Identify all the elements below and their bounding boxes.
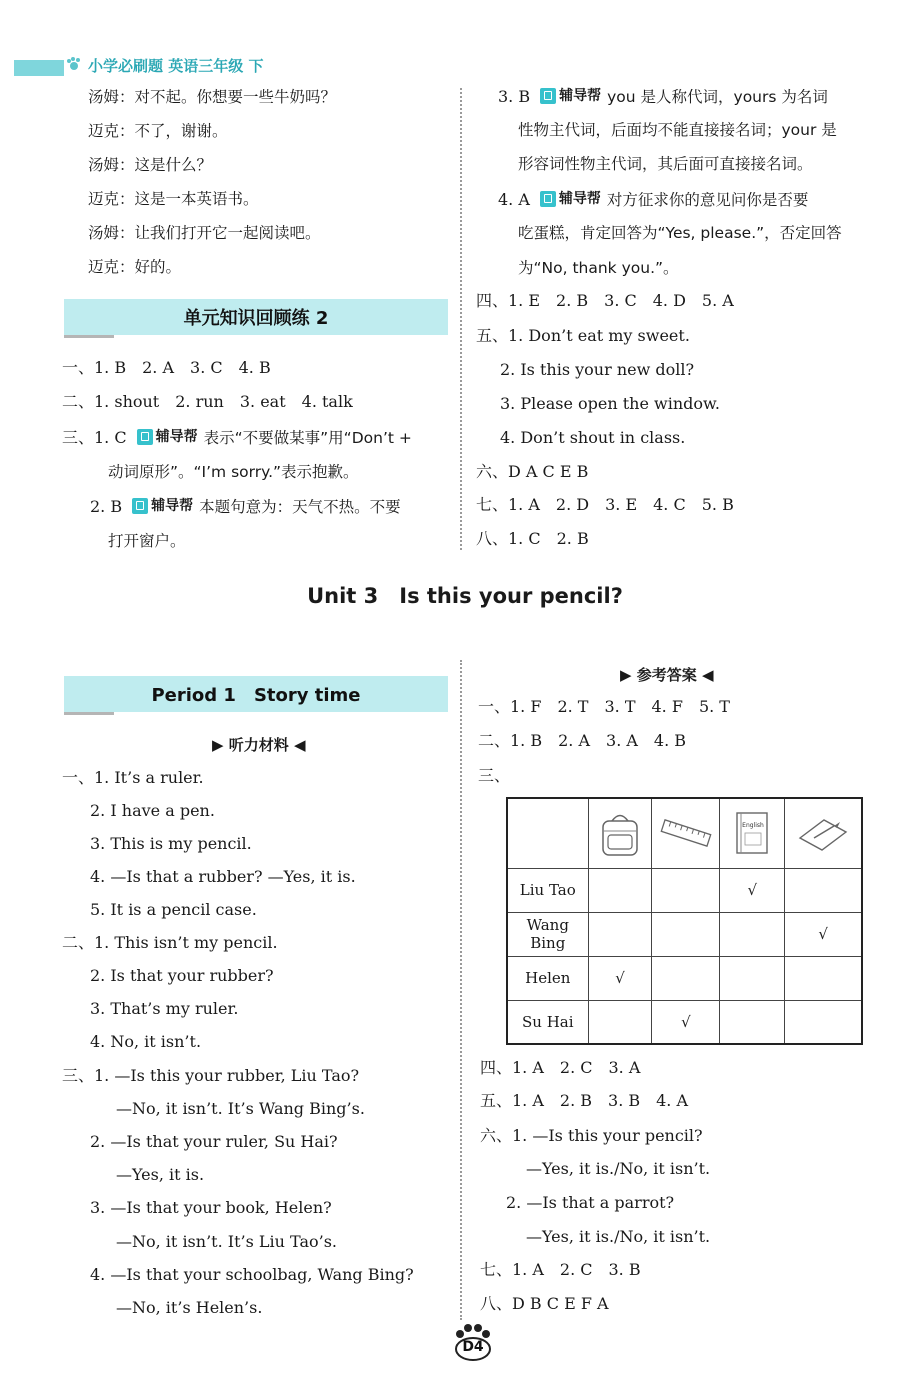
listening-line: 3. That’s my ruler. [90,999,239,1018]
answer-line: —Yes, it is./No, it isn’t. [526,1227,711,1246]
explanation-text: 性物主代词，后面均不能直接接名词；your 是 [518,121,837,139]
listening-line: 5. It is a pencil case. [90,900,257,919]
book-picture [720,798,785,868]
listening-line: 4. —Is that a rubber? —Yes, it is. [90,867,356,886]
answer-prefix: 4. A [498,190,530,209]
header-accent-bar [14,60,64,76]
tick-cell [785,1000,862,1044]
tick-cell [588,868,652,912]
paw-icon [66,56,82,72]
dialogue-line: 汤姆：这是什么？ [88,156,213,174]
table-corner [507,798,588,868]
listening-line: 4. No, it isn’t. [90,1032,202,1051]
explanation-text: 动词原形”。“I’m sorry.”表示抱歉。 [108,463,359,481]
answer-line: 五、1. A 2. B 3. B 4. A [480,1091,689,1110]
book-icon [540,191,556,207]
student-name: Liu Tao [507,868,588,912]
pencil-case-picture [785,798,862,868]
helper-badge [540,85,601,107]
helper-badge [540,188,601,210]
unit-title: Unit 3 Is this your pencil? [307,584,623,608]
heading-underline [64,335,114,338]
helper-label: 辅导帮 [155,429,198,445]
listening-line: 3. —Is that your book, Helen? [90,1198,332,1217]
book-icon [728,807,776,859]
answer-line: 七、1. A 2. C 3. B [480,1260,641,1279]
answer-line: 六、1. —Is this your pencil? [480,1126,703,1145]
explanation-text: 打开窗户。 [108,532,186,550]
dialogue-line: 汤姆：让我们打开它一起阅读吧。 [88,224,321,242]
column-divider-top [460,88,462,550]
answer-line: 八、D B C E F A [480,1294,609,1313]
tick-cell [652,956,720,1000]
schoolbag-picture [588,798,652,868]
period-heading: Period 1 Story time [64,676,448,712]
listening-line: 2. —Is that your ruler, Su Hai? [90,1132,338,1151]
explanation-text: 本题句意为：天气不热。不要 [199,498,401,516]
answer-line: 4. Don’t shout in class. [500,428,686,447]
answer-line: 一、1. F 2. T 3. T 4. F 5. T [478,697,730,716]
page-number: D4 [462,1339,484,1355]
tick-cell [720,1000,785,1044]
answer-line [62,426,412,449]
answer-line: 八、1. C 2. B [476,529,589,548]
tick-cell [652,868,720,912]
ruler-picture [652,798,720,868]
explanation-text: 吃蛋糕，肯定回答为“Yes, please.”，否定回答 [518,224,842,242]
listening-line: —No, it’s Helen’s. [116,1298,263,1317]
tick-cell [720,956,785,1000]
answer-line: 四、1. E 2. B 3. C 4. D 5. A [476,291,734,310]
helper-label: 辅导帮 [558,191,601,207]
answer-line [498,188,808,211]
tick-cell [588,912,652,956]
book-icon [132,498,148,514]
answer-line: 2. Is this your new doll? [500,360,695,379]
book-cover-word: English [742,822,765,830]
listening-line: 4. —Is that your schoolbag, Wang Bing? [90,1265,414,1284]
dialogue-line: 迈克：不了，谢谢。 [88,122,228,140]
book-icon [137,429,153,445]
tick-cell: √ [720,868,785,912]
schoolbag-icon [595,807,645,859]
tick-cell: √ [785,912,862,956]
dialogue-line: 迈克：这是一本英语书。 [88,190,259,208]
ruler-icon [659,813,713,853]
tick-cell [588,1000,652,1044]
student-name: Su Hai [507,1000,588,1044]
listening-line: 2. I have a pen. [90,801,215,820]
answer-line: —Yes, it is./No, it isn’t. [526,1159,711,1178]
tick-cell [785,956,862,1000]
answer-line: 2. —Is that a parrot? [506,1193,675,1212]
student-name: Helen [507,956,588,1000]
listening-heading: ▶ 听力材料 ◀ [212,736,306,754]
tick-cell [720,912,785,956]
answer-line [498,85,828,108]
helper-badge [137,426,198,448]
helper-badge [132,495,193,517]
listening-line: —No, it isn’t. It’s Liu Tao’s. [116,1232,338,1251]
answer-line: 二、1. shout 2. run 3. eat 4. talk [62,392,353,411]
helper-label: 辅导帮 [559,88,602,104]
answer-line: 三、 [478,766,511,785]
tick-cell: √ [652,1000,720,1044]
answer-line: 六、D A C E B [476,462,589,481]
explanation-text: 表示“不要做某事”用“Don’t + [203,429,412,447]
answers-heading: ▶ 参考答案 ◀ [620,666,714,684]
tick-cell [652,912,720,956]
student-name: Wang Bing [507,912,588,956]
answer-line: 五、1. Don’t eat my sweet. [476,326,690,345]
book-header-title: 小学必刷题 英语三年级 下 [88,57,264,75]
helper-label: 辅导帮 [151,498,194,514]
listening-line: 一、1. It’s a ruler. [62,768,204,787]
listening-line: —No, it isn’t. It’s Wang Bing’s. [116,1099,365,1118]
explanation-text: you 是人称代词，yours 为名词 [607,88,828,106]
listening-line: 3. This is my pencil. [90,834,252,853]
listening-line: 三、1. —Is this your rubber, Liu Tao? [62,1066,360,1085]
pencil-case-icon [794,808,852,858]
answer-prefix: 3. B [498,87,531,106]
explanation-text: 形容词性物主代词，其后面可直接接名词。 [518,155,813,173]
dialogue-line: 汤姆：对不起。你想要一些牛奶吗？ [88,88,337,106]
answer-line: 3. Please open the window. [500,394,720,413]
column-divider-bottom [460,660,462,1320]
answer-line: 一、1. B 2. A 3. C 4. B [62,358,271,377]
book-icon [540,88,556,104]
answer-line: 四、1. A 2. C 3. A [480,1058,641,1077]
explanation-text: 对方征求你的意见问你是否要 [606,191,809,209]
review-section-heading: 单元知识回顾练 2 [64,299,448,335]
tick-cell: √ [588,956,652,1000]
answer-line: 二、1. B 2. A 3. A 4. B [478,731,687,750]
listening-line: —Yes, it is. [116,1165,205,1184]
explanation-text: 为“No, thank you.”。 [518,259,679,277]
answer-line: 七、1. A 2. D 3. E 4. C 5. B [476,495,734,514]
answer-table [506,797,863,1045]
tick-cell [785,868,862,912]
answer-prefix: 三、1. C [62,428,127,447]
listening-line: 2. Is that your rubber? [90,966,274,985]
answer-prefix: 2. B [90,497,123,516]
listening-line: 二、1. This isn’t my pencil. [62,933,278,952]
dialogue-line: 迈克：好的。 [88,258,182,276]
heading-underline [64,712,114,715]
answer-line [90,495,401,518]
